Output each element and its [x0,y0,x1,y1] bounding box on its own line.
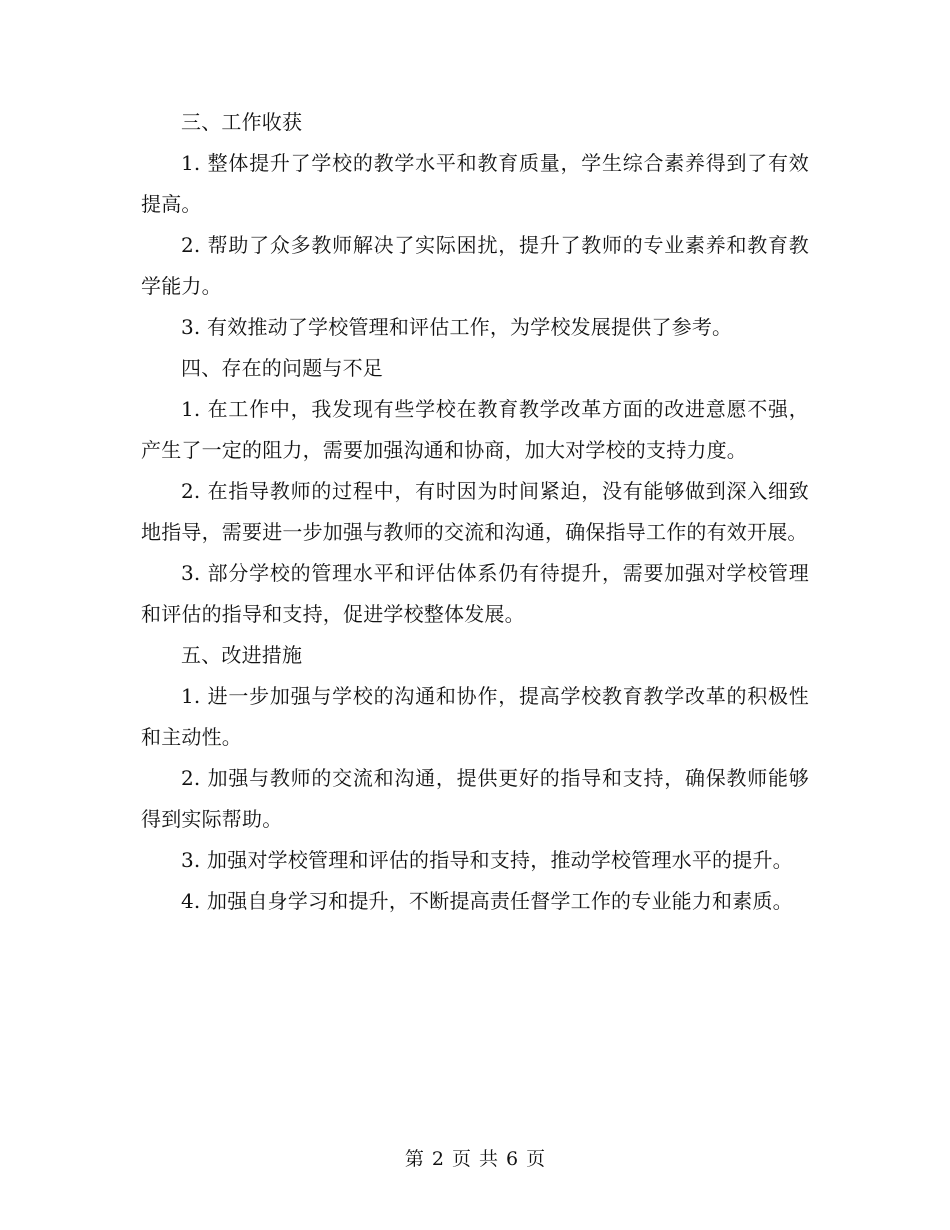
improvement-item-3: 3. 加强对学校管理和评估的指导和支持，推动学校管理水平的提升。 [181,848,793,872]
document-body [141,102,809,922]
problem-item-3: 3. 部分学校的管理水平和评估体系仍有待提升，需要加强对学校管理和评估的指导和支持，促进学校整体发展。 [141,561,809,626]
harvest-item-2: 2. 帮助了众多教师解决了实际困扰，提升了教师的专业素养和教育教学能力。 [141,233,809,298]
improvement-item-1: 1. 进一步加强与学校的沟通和协作，提高学校教育教学改革的积极性和主动性。 [141,684,809,749]
harvest-item-3: 3. 有效推动了学校管理和评估工作，为学校发展提供了参考。 [181,315,733,339]
improvement-item-4: 4. 加强自身学习和提升，不断提高责任督学工作的专业能力和素质。 [181,889,793,913]
section-heading-improvements: 五、改进措施 [181,643,303,667]
problem-item-2: 2. 在指导教师的过程中，有时因为时间紧迫，没有能够做到深入细致地指导，需要进一步加强与教师的交流和沟通，确保指导工作的有效开展。 [141,479,809,544]
harvest-item-1: 1. 整体提升了学校的教学水平和教育质量，学生综合素养得到了有效提高。 [141,151,809,216]
section-heading-problems: 四、存在的问题与不足 [181,356,383,380]
section-heading-harvest: 三、工作收获 [181,110,303,134]
problem-item-1: 1. 在工作中，我发现有些学校在教育教学改革方面的改进意愿不强，产生了一定的阻力，需要加强沟通和协商，加大对学校的支持力度。 [141,397,809,462]
page-number-footer: 第 2 页 共 6 页 [404,1148,546,1170]
improvement-item-2: 2. 加强与教师的交流和沟通，提供更好的指导和支持，确保教师能够得到实际帮助。 [141,766,809,831]
